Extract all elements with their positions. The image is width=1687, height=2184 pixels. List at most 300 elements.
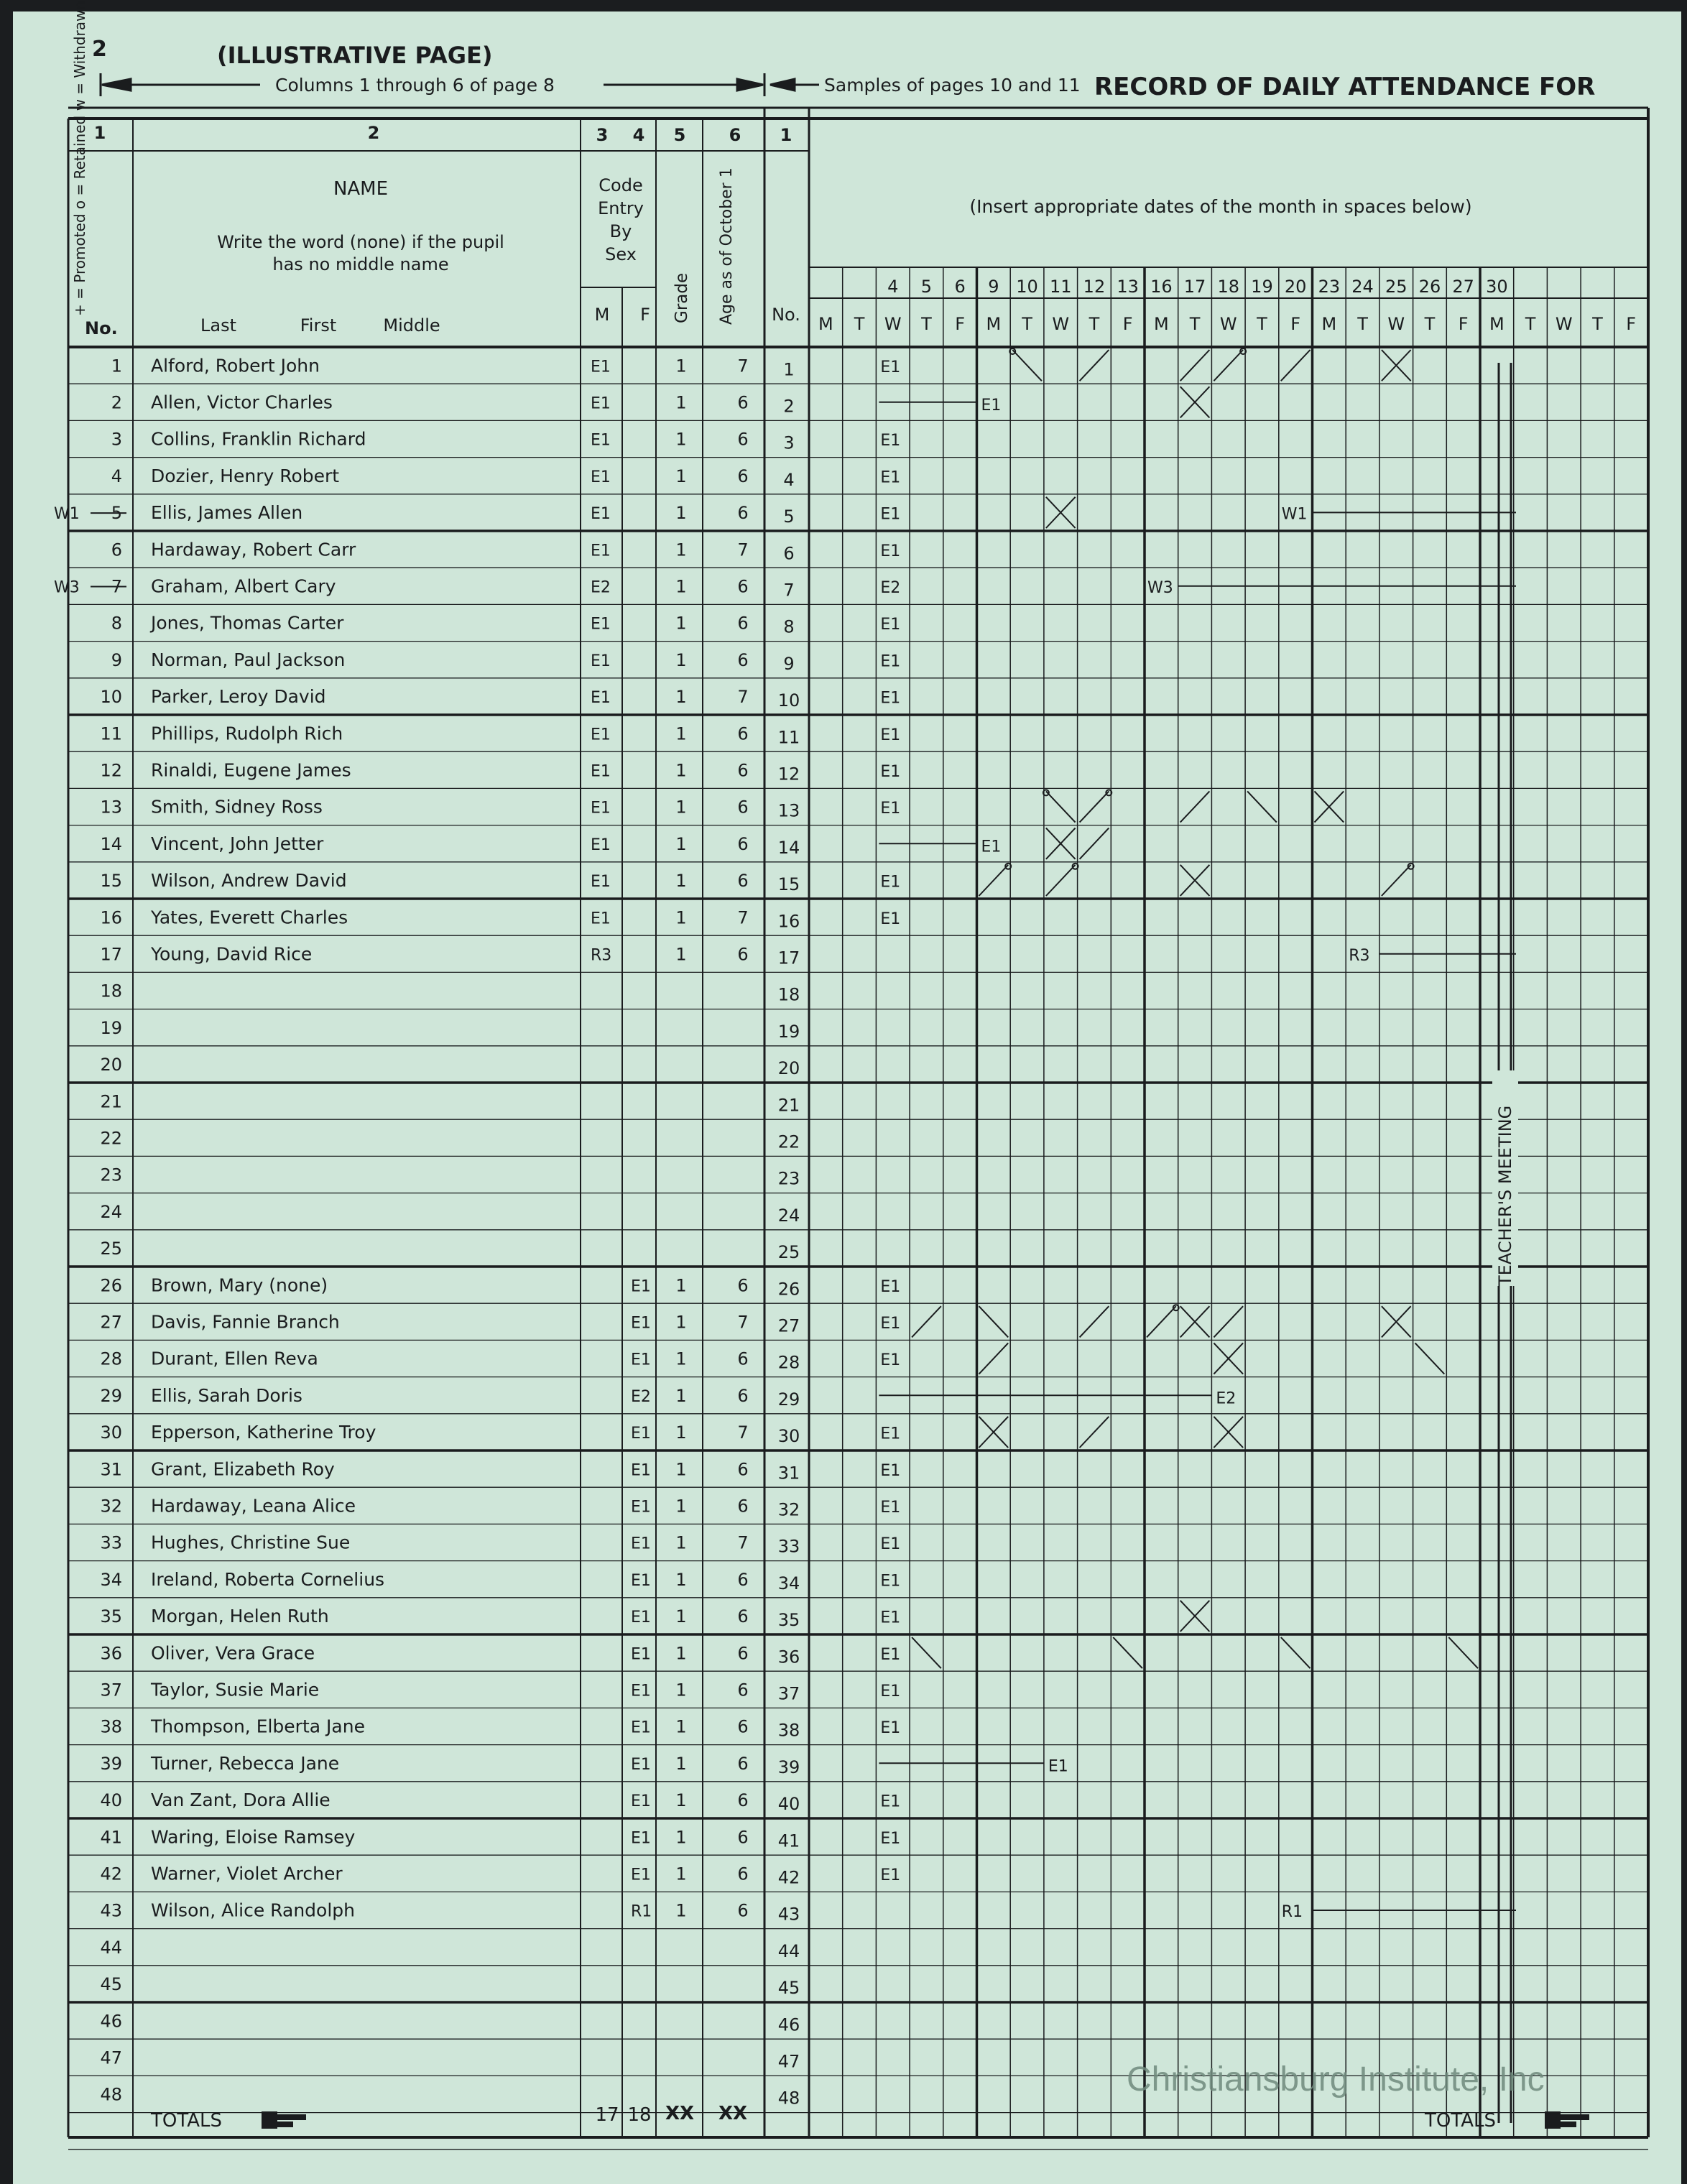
pupil-name: Dozier, Henry Robert	[151, 465, 340, 486]
table-row	[100, 1938, 800, 1961]
right-row-number: 41	[777, 1831, 800, 1851]
pupil-name: Taylor, Susie Marie	[151, 1679, 320, 1701]
entry-mark: E1	[880, 542, 901, 560]
age-cell: 7	[737, 687, 749, 708]
right-row-number: 1	[783, 359, 795, 380]
pupil-name: Young, David Rice	[151, 943, 313, 965]
table-row	[100, 1753, 800, 1777]
right-row-number: 7	[783, 580, 795, 601]
teachers-meeting-label: TEACHER'S MEETING	[1495, 1105, 1515, 1286]
table-row	[100, 833, 800, 858]
code-heading-2: Entry	[598, 198, 644, 218]
table-row	[111, 649, 795, 674]
table-row	[100, 2011, 800, 2035]
absence-mark	[1043, 790, 1076, 822]
absence-mark	[1180, 1306, 1210, 1337]
absence-mark	[1415, 1343, 1445, 1374]
age-cell: 7	[737, 540, 749, 560]
entry-mark: E1	[880, 1829, 901, 1848]
weekday-label: T	[1089, 314, 1100, 334]
absence-mark	[1080, 790, 1112, 822]
table-row	[100, 2085, 800, 2109]
pupil-name: Norman, Paul Jackson	[151, 649, 346, 670]
right-row-number: 32	[777, 1499, 800, 1520]
right-row-number: 12	[777, 764, 800, 785]
date-label: 13	[1117, 277, 1139, 297]
age-cell: 6	[737, 503, 749, 524]
late-entry-mark: E1	[981, 838, 1002, 856]
pupil-name: Durant, Ellen Reva	[151, 1348, 318, 1369]
totals-grade: XX	[665, 2103, 695, 2124]
absence-mark	[1382, 864, 1414, 896]
date-label: 11	[1049, 277, 1072, 297]
col1-no-label: No.	[85, 318, 118, 338]
pupil-name: Smith, Sidney Ross	[151, 796, 323, 818]
table-row	[111, 539, 795, 563]
table-row	[100, 1348, 800, 1373]
table-row	[100, 1642, 800, 1667]
right-row-number: 35	[777, 1610, 800, 1631]
totals-right-label: TOTALS	[1425, 2110, 1496, 2132]
weekday-label: M	[986, 314, 1002, 334]
row-number: 20	[100, 1055, 122, 1075]
col-number-6: 6	[729, 125, 741, 145]
grade-cell: 1	[675, 503, 687, 524]
entry-mark: E1	[880, 1499, 901, 1517]
right-row-number: 5	[783, 506, 795, 527]
table-row	[100, 723, 800, 747]
row-number: 37	[100, 1680, 122, 1701]
code-f: E1	[631, 1535, 651, 1553]
row-number: 40	[100, 1790, 122, 1811]
pupil-name: Hardaway, Robert Carr	[151, 539, 356, 560]
grade-cell: 1	[675, 1532, 687, 1553]
age-cell: 6	[737, 944, 749, 965]
table-row	[100, 1680, 800, 1704]
late-entry-mark: E2	[1216, 1389, 1237, 1408]
table-row	[100, 2048, 800, 2072]
table-row	[100, 1790, 800, 1814]
table-row	[54, 502, 795, 527]
pupil-name: Jones, Thomas Carter	[151, 612, 344, 634]
absence-mark	[1046, 497, 1076, 528]
entry-mark: E1	[880, 726, 901, 744]
right-row-number: 8	[783, 616, 795, 637]
age-cell: 6	[737, 1827, 749, 1848]
pupil-name: Collins, Franklin Richard	[151, 428, 366, 450]
row-number: 21	[100, 1091, 122, 1112]
right-row-number: 26	[777, 1279, 800, 1300]
date-label: 20	[1284, 277, 1307, 297]
right-row-number: 46	[777, 2014, 800, 2035]
pupil-name: Morgan, Helen Ruth	[151, 1606, 329, 1627]
table-row	[100, 1055, 800, 1078]
entry-mark: E1	[880, 873, 901, 892]
absence-mark	[1113, 1637, 1142, 1668]
row-number: 15	[100, 871, 122, 892]
grade-cell: 1	[675, 723, 687, 744]
right-row-number: 4	[783, 469, 795, 490]
leaving-mark: W1	[1281, 505, 1308, 524]
table-row	[100, 1606, 800, 1630]
right-row-number: 48	[777, 2088, 800, 2109]
right-row-number: 16	[777, 911, 800, 932]
weekday-label: W	[1219, 314, 1237, 334]
absence-mark	[1247, 791, 1277, 822]
code-f: E1	[631, 1682, 651, 1701]
pupil-name: Davis, Fannie Branch	[151, 1311, 340, 1333]
right-row-number: 40	[777, 1794, 800, 1815]
row-number: 2	[111, 392, 122, 413]
table-row	[100, 944, 800, 968]
entry-mark: E1	[880, 1866, 901, 1885]
row-number: 4	[111, 466, 122, 486]
age-cell: 6	[737, 1569, 749, 1590]
right-row-number: 36	[777, 1647, 800, 1667]
right-row-number: 29	[777, 1389, 800, 1410]
table-row	[100, 1716, 800, 1741]
code-m: E1	[591, 358, 611, 376]
grade-cell: 1	[675, 356, 687, 376]
absence-mark	[1080, 350, 1109, 381]
absence-mark	[912, 1306, 941, 1337]
code-m: E1	[591, 468, 611, 486]
row-number: 11	[100, 723, 122, 744]
weekday-label: M	[1321, 314, 1337, 334]
code-f: E1	[631, 1571, 651, 1590]
right-row-number: 27	[777, 1315, 800, 1336]
age-cell: 7	[737, 1532, 749, 1553]
grade-cell: 1	[675, 1827, 687, 1848]
withdrawn-mark: W1	[54, 505, 80, 524]
age-cell: 6	[737, 392, 749, 413]
code-f: E1	[631, 1718, 651, 1737]
pointing-hand-icon	[1545, 2111, 1589, 2129]
grade-cell: 1	[675, 760, 687, 781]
col-number-3: 3	[596, 125, 609, 145]
row-number: 12	[100, 760, 122, 781]
weekday-label: T	[1357, 314, 1368, 334]
row-number: 16	[100, 907, 122, 928]
table-row	[111, 466, 795, 490]
grade-cell: 1	[675, 833, 687, 854]
right-row-number: 18	[777, 984, 800, 1005]
row-number: 34	[100, 1569, 122, 1590]
grade-cell: 1	[675, 576, 687, 597]
right-row-number: 9	[783, 653, 795, 674]
weekday-label: F	[1290, 314, 1301, 334]
entry-mark: E1	[880, 1425, 901, 1443]
date-label: 26	[1418, 277, 1441, 297]
code-m-label: M	[594, 305, 610, 325]
pupil-rows	[54, 355, 800, 2108]
absence-mark	[1214, 1306, 1243, 1337]
entry-mark: E1	[880, 432, 901, 450]
age-cell: 7	[737, 1422, 749, 1443]
totals-row	[150, 2103, 1589, 2132]
absence-mark	[1281, 350, 1311, 381]
row-number: 39	[100, 1753, 122, 1774]
row-number: 42	[100, 1864, 122, 1884]
date-label: 12	[1083, 277, 1106, 297]
table-row	[100, 1974, 800, 1998]
code-f: E1	[631, 1645, 651, 1664]
promoted-label: + = Promoted o = Retained w = Withdrawn	[71, 0, 88, 316]
absence-mark	[1180, 791, 1210, 822]
table-row	[100, 1458, 800, 1483]
weekday-label: W	[884, 314, 902, 334]
right-row-number: 25	[777, 1242, 800, 1263]
grade-cell: 1	[675, 1643, 687, 1664]
age-cell: 6	[737, 1716, 749, 1737]
pointing-hand-icon	[262, 2111, 306, 2129]
code-m: E1	[591, 762, 611, 781]
grade-cell: 1	[675, 1312, 687, 1333]
totals-age: XX	[718, 2103, 748, 2124]
table-row	[54, 576, 795, 601]
entry-mark: E1	[880, 1645, 901, 1664]
attendance-marks	[879, 348, 1516, 1921]
table-row	[100, 1274, 800, 1299]
date-label: 25	[1385, 277, 1408, 297]
grade-cell: 1	[675, 392, 687, 413]
age-cell: 6	[737, 1385, 749, 1406]
entry-mark: E1	[880, 1572, 901, 1591]
entry-mark: E1	[880, 616, 901, 634]
age-cell: 6	[737, 1348, 749, 1369]
col-number-4: 4	[632, 125, 645, 145]
right-row-number: 17	[777, 948, 800, 968]
grade-cell: 1	[675, 871, 687, 892]
totals-m: 17	[595, 2104, 619, 2126]
code-m: E1	[591, 726, 611, 744]
weekday-label: M	[1489, 314, 1505, 334]
grade-cell: 1	[675, 1459, 687, 1480]
code-f: R1	[631, 1902, 652, 1921]
grade-cell: 1	[675, 1385, 687, 1406]
date-label: 24	[1351, 277, 1374, 297]
absence-mark	[979, 1306, 1009, 1337]
table-row	[100, 1569, 800, 1593]
right-row-number: 28	[777, 1352, 800, 1373]
grade-cell: 1	[675, 540, 687, 560]
right-row-number: 11	[777, 727, 800, 748]
leaving-mark: W3	[1147, 579, 1173, 598]
weekday-label: F	[955, 314, 966, 334]
grade-cell: 1	[675, 1569, 687, 1590]
pupil-name: Yates, Everett Charles	[151, 907, 348, 928]
row-number: 30	[100, 1422, 122, 1443]
table-row	[100, 1422, 800, 1446]
date-label: 4	[887, 277, 899, 297]
pupil-name: Wilson, Andrew David	[151, 870, 347, 892]
table-row	[100, 981, 800, 1005]
grade-cell: 1	[675, 1422, 687, 1443]
grade-cell: 1	[675, 429, 687, 450]
absence-mark	[1080, 1306, 1109, 1337]
right-pages-note: Samples of pages 10 and 11	[824, 75, 1081, 96]
totals-left-label: TOTALS	[151, 2110, 222, 2132]
table-row	[100, 1202, 800, 1226]
entry-mark: E1	[880, 505, 901, 524]
pupil-name: Allen, Victor Charles	[151, 392, 333, 413]
weekday-label: F	[1122, 314, 1133, 334]
pupil-name: Hughes, Christine Sue	[151, 1532, 351, 1553]
date-label: 9	[988, 277, 999, 297]
table-row	[100, 1165, 800, 1189]
grade-cell: 1	[675, 1348, 687, 1369]
pupil-name: Turner, Rebecca Jane	[151, 1752, 340, 1774]
date-label: 16	[1150, 277, 1173, 297]
code-m: E1	[591, 799, 611, 818]
age-cell: 6	[737, 1680, 749, 1701]
row-number: 41	[100, 1827, 122, 1848]
name-part-first: First	[300, 315, 337, 336]
name-note-2: has no middle name	[272, 254, 449, 274]
date-label: 18	[1217, 277, 1240, 297]
table-row	[111, 355, 795, 379]
table-row	[100, 1239, 800, 1262]
entry-mark: E1	[880, 910, 901, 928]
table-row	[100, 1864, 800, 1888]
age-cell: 6	[737, 871, 749, 892]
absence-mark	[1448, 1637, 1478, 1668]
right-row-number: 24	[777, 1205, 800, 1226]
age-cell: 6	[737, 1790, 749, 1811]
pupil-name: Wilson, Alice Randolph	[151, 1900, 355, 1921]
absence-mark	[1281, 1637, 1311, 1668]
code-m: E1	[591, 873, 611, 892]
code-f: E1	[631, 1792, 651, 1811]
code-f: E1	[631, 1609, 651, 1627]
grade-cell: 1	[675, 1680, 687, 1701]
row-number: 5	[111, 503, 122, 524]
code-heading-1: Code	[598, 175, 643, 195]
entry-mark: E1	[880, 1351, 901, 1370]
grade-cell: 1	[675, 613, 687, 634]
age-cell: 6	[737, 613, 749, 634]
row-number: 32	[100, 1496, 122, 1517]
grade-cell: 1	[675, 1790, 687, 1811]
code-m: E1	[591, 836, 611, 854]
code-m: E1	[591, 542, 611, 560]
weekday-label: T	[1022, 314, 1032, 334]
page-title: (ILLUSTRATIVE PAGE)	[217, 42, 493, 69]
row-number: 36	[100, 1643, 122, 1664]
code-m: R3	[591, 946, 612, 965]
row-number: 24	[100, 1201, 122, 1222]
code-m: E1	[591, 689, 611, 708]
age-cell: 7	[737, 1312, 749, 1333]
age-cell: 6	[737, 1606, 749, 1627]
entry-mark: E1	[880, 1535, 901, 1554]
row-number: 13	[100, 797, 122, 818]
left-columns-note: Columns 1 through 6 of page 8	[275, 75, 555, 96]
age-cell: 6	[737, 723, 749, 744]
absence-mark	[979, 864, 1012, 896]
grade-cell: 1	[675, 1496, 687, 1517]
weekday-label: T	[1424, 314, 1436, 334]
weekday-label: W	[1387, 314, 1405, 334]
code-f: E1	[631, 1498, 651, 1517]
right-header	[772, 125, 1636, 334]
table-row	[100, 907, 800, 931]
right-row-number: 47	[777, 2051, 800, 2072]
right-row-number: 38	[777, 1720, 800, 1741]
table-row	[100, 686, 800, 711]
right-col-number-1: 1	[780, 125, 792, 145]
code-f: E1	[631, 1755, 651, 1774]
weekday-label: T	[1257, 314, 1267, 334]
entry-mark: E1	[880, 763, 901, 782]
table-row	[111, 429, 795, 453]
right-row-number: 34	[777, 1573, 800, 1593]
right-row-number: 42	[777, 1867, 800, 1888]
table-row	[100, 1900, 800, 1925]
date-label: 6	[954, 277, 966, 297]
code-f: E1	[631, 1351, 651, 1369]
code-m: E2	[591, 578, 611, 597]
entry-mark: E1	[880, 468, 901, 487]
row-number: 19	[100, 1017, 122, 1038]
entry-mark: E1	[880, 689, 901, 708]
entry-mark: E1	[880, 1792, 901, 1811]
code-f: E1	[631, 1829, 651, 1848]
age-cell: 6	[737, 576, 749, 597]
right-row-number: 3	[783, 432, 795, 453]
absence-mark	[1080, 1417, 1109, 1448]
code-f: E1	[631, 1277, 651, 1296]
absence-mark	[1180, 865, 1210, 896]
row-number: 35	[100, 1606, 122, 1627]
grade-cell: 1	[675, 944, 687, 965]
right-row-number: 20	[777, 1058, 800, 1079]
table-row	[100, 1532, 800, 1557]
code-f: E1	[631, 1425, 651, 1443]
absence-mark	[1214, 348, 1246, 381]
weekday-label: W	[1555, 314, 1573, 334]
absence-mark	[1080, 828, 1109, 859]
col-number-5: 5	[673, 125, 686, 145]
row-number: 48	[100, 2084, 122, 2105]
right-row-number: 45	[777, 1978, 800, 1999]
name-heading: NAME	[333, 178, 389, 200]
pupil-name: Ellis, James Allen	[151, 502, 303, 524]
table-row	[111, 613, 795, 637]
entry-mark: E1	[880, 358, 901, 376]
table-row	[100, 870, 800, 894]
row-number: 22	[100, 1128, 122, 1149]
row-number: 6	[111, 540, 122, 560]
code-m: E1	[591, 431, 611, 450]
table-row	[100, 760, 800, 785]
right-row-number: 22	[777, 1132, 800, 1152]
age-cell: 6	[737, 1900, 749, 1921]
code-m: E1	[591, 910, 611, 928]
entry-mark: E1	[880, 652, 901, 671]
age-cell: 6	[737, 466, 749, 486]
absence-mark	[1046, 864, 1078, 896]
age-cell: 6	[737, 760, 749, 781]
right-row-number: 21	[777, 1095, 800, 1116]
age-cell: 6	[737, 1496, 749, 1517]
record-title: RECORD OF DAILY ATTENDANCE FOR	[1094, 73, 1596, 101]
col-number-2: 2	[367, 123, 380, 143]
date-label: 23	[1318, 277, 1341, 297]
table-row	[100, 1826, 800, 1851]
pupil-name: Parker, Leroy David	[151, 686, 326, 708]
table-row	[100, 1312, 800, 1336]
